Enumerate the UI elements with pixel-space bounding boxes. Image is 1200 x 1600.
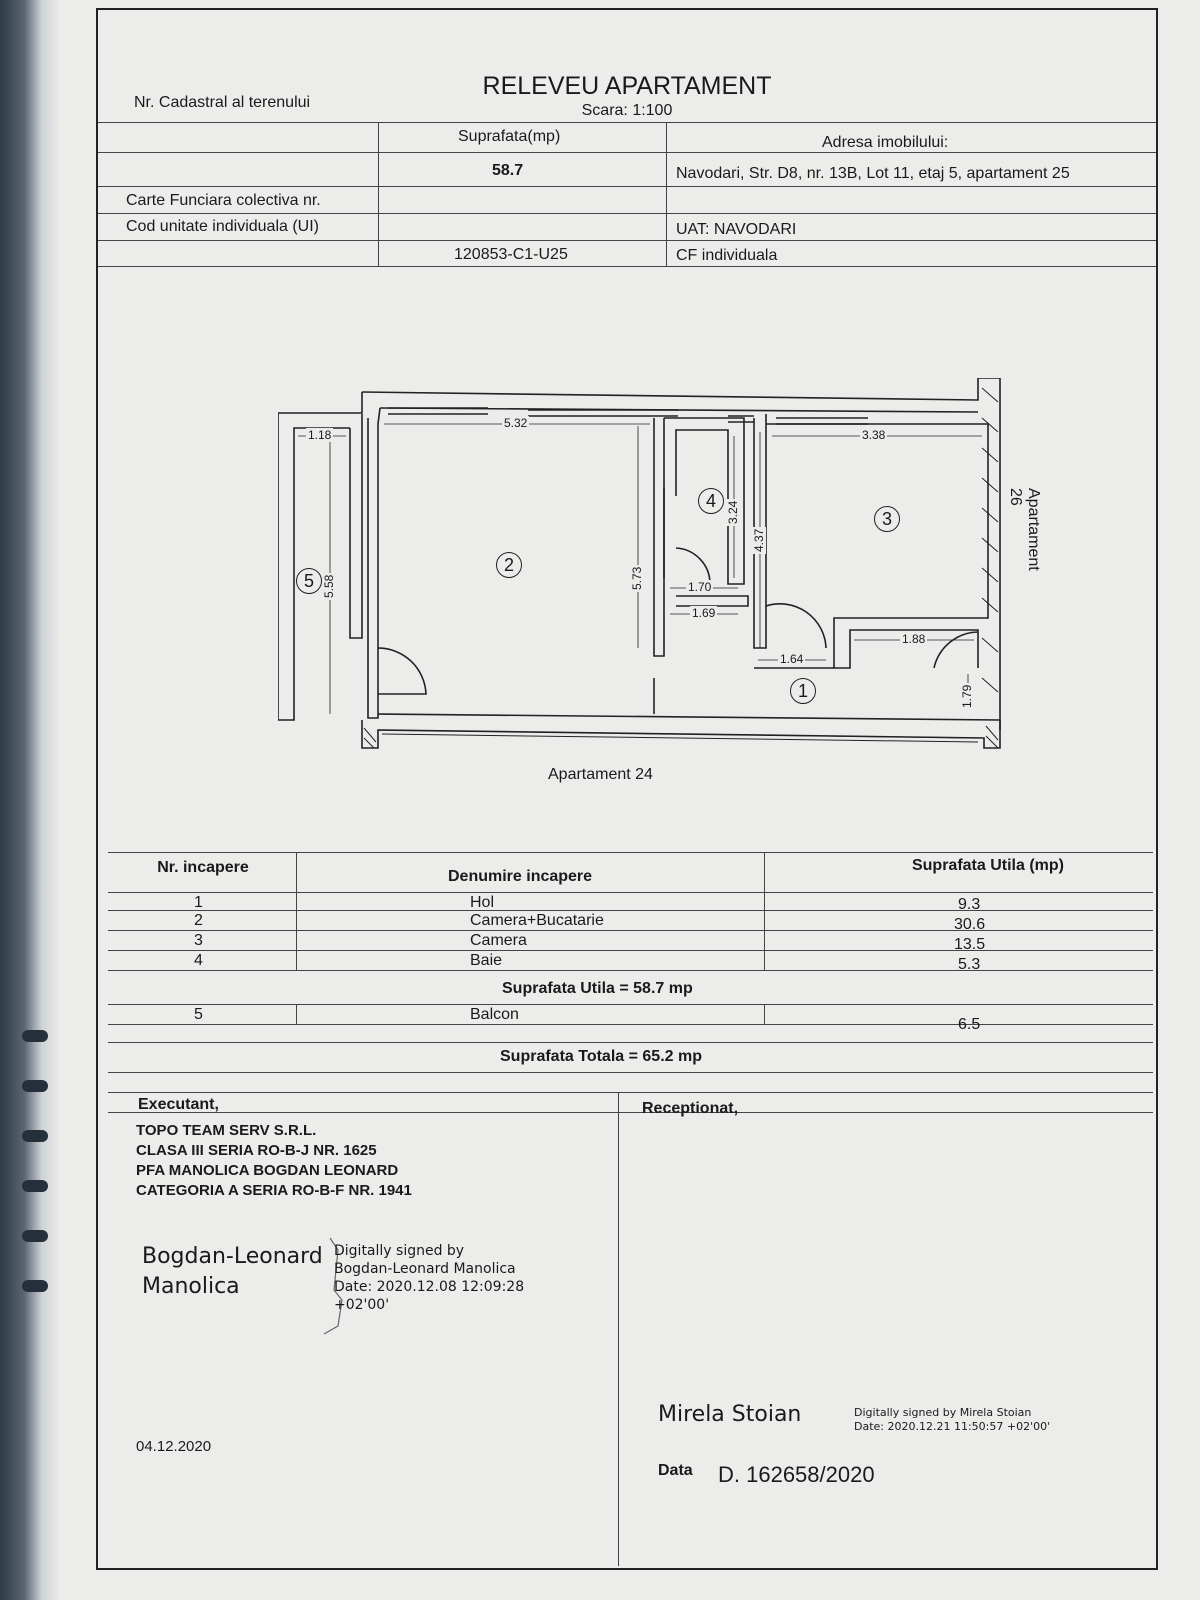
room-row-4-area: 5.3 [958,956,981,973]
balcony-row-name: Balcon [470,1006,519,1023]
room-row-3-area: 13.5 [954,936,986,953]
room-row-4-nr: 4 [194,952,203,969]
company-line-4: CATEGORIA A SERIA RO-B-F NR. 1941 [136,1182,412,1199]
balcony-row-area: 6.5 [958,1016,981,1033]
useful-area-total: Suprafata Utila = 58.7 mp [502,980,693,997]
company-line-2: CLASA III SERIA RO-B-J NR. 1625 [136,1142,377,1159]
address-label: Adresa imobilului: [822,134,949,151]
total-area: Suprafata Totala = 65.2 mp [500,1048,702,1065]
dim-room3-width: 3.38 [862,428,886,442]
date-left: 04.12.2020 [136,1438,212,1455]
wall-hatching [364,388,998,748]
executant-digital-signature [142,1242,323,1302]
floor-plan-drawing [278,378,1038,808]
neighbor-right-label: Apartament 26 [1007,488,1042,571]
sig1-text-1: Digitally signed by [334,1243,465,1259]
door-room-3 [766,604,826,648]
sig1-name-line1: Bogdan-Leonard [142,1244,323,1269]
document-frame [96,8,1158,1570]
dim-hall-entry: 1.64 [780,652,804,666]
cf-collective-label: Carte Funciara colectiva nr. [126,192,321,209]
cadastral-label: Nr. Cadastral al terenului [134,94,311,111]
balcony-row-nr: 5 [194,1006,203,1023]
dim-closet-width: 1.88 [902,632,926,646]
dim-balcony-width: 1.18 [308,428,332,442]
dim-room3-length: 4.37 [752,528,766,552]
sig2-text-2: Date: 2020.12.21 11:50:57 +02'00' [854,1420,1051,1433]
sig1-name-line2: Manolica [142,1274,240,1299]
room-row-1-area: 9.3 [958,896,981,913]
floor-plan [278,378,1042,808]
col-header-nr: Nr. incapere [157,859,249,876]
sig2-text-1: Digitally signed by Mirela Stoian [854,1406,1032,1419]
room-number-4: 4 [698,488,724,514]
dim-closet-length: 1.79 [960,684,974,708]
ui-value: 120853-C1-U25 [454,246,568,263]
dim-room2-length: 5.73 [630,566,644,590]
document-sheet [58,0,1200,1600]
room-row-2-name: Camera+Bucatarie [470,912,604,929]
door-room-2 [378,648,426,694]
ui-label: Cod unitate individuala (UI) [126,218,319,235]
sig1-details [334,1242,524,1314]
address-value: Navodari, Str. D8, nr. 13B, Lot 11, etaj 5, apartament 25 [676,165,1070,182]
neighbor-bottom-label: Apartament 24 [548,766,653,783]
dim-bath-width: 1.70 [688,580,712,594]
receptionat-digital-signature [658,1400,801,1430]
room-number-1: 1 [790,678,816,704]
room-row-1-nr: 1 [194,894,203,911]
executant-label: Executant, [138,1096,219,1113]
cf-individual-label: CF individuala [676,247,778,264]
area-label: Suprafata(mp) [458,128,561,145]
dim-hall-width: 1.69 [692,606,716,620]
dim-room2-width: 5.32 [504,416,528,430]
room-row-3-nr: 3 [194,932,203,949]
room-row-1-name: Hol [470,894,495,911]
data-label: Data [658,1462,693,1479]
room-row-4-name: Baie [470,952,503,969]
data-value: D. 162658/2020 [718,1462,875,1487]
room-number-2: 2 [496,552,522,578]
col-header-area: Suprafata Utila (mp) [911,857,1064,874]
binder-strip [0,0,60,1600]
sig1-text-4: +02'00' [334,1297,390,1313]
dim-bath-length: 3.24 [726,500,740,524]
room-row-3-name: Camera [470,932,527,949]
sig1-text-3: Date: 2020.12.08 12:09:28 [334,1279,525,1295]
uat-label: UAT: NAVODARI [676,221,797,238]
scale-label: Scara: 1:100 [581,102,673,119]
page-title: RELEVEU APARTAMENT [482,72,772,100]
company-line-3: PFA MANOLICA BOGDAN LEONARD [136,1162,399,1179]
door-entrance [934,632,978,668]
door-bath [676,548,710,584]
dim-balcony-length: 5.58 [322,574,336,598]
sig1-text-2: Bogdan-Leonard Manolica [334,1261,516,1277]
area-value: 58.7 [492,162,524,179]
sig2-details [854,1406,1050,1434]
room-number-3: 3 [874,506,900,532]
sig2-name: Mirela Stoian [658,1402,802,1427]
col-header-name: Denumire incapere [448,868,593,885]
receptionat-label: Receptionat, [642,1100,739,1117]
company-line-1: TOPO TEAM SERV S.R.L. [136,1122,317,1139]
room-row-2-area: 30.6 [954,916,986,933]
room-row-2-nr: 2 [194,912,203,929]
room-number-5: 5 [296,568,322,594]
